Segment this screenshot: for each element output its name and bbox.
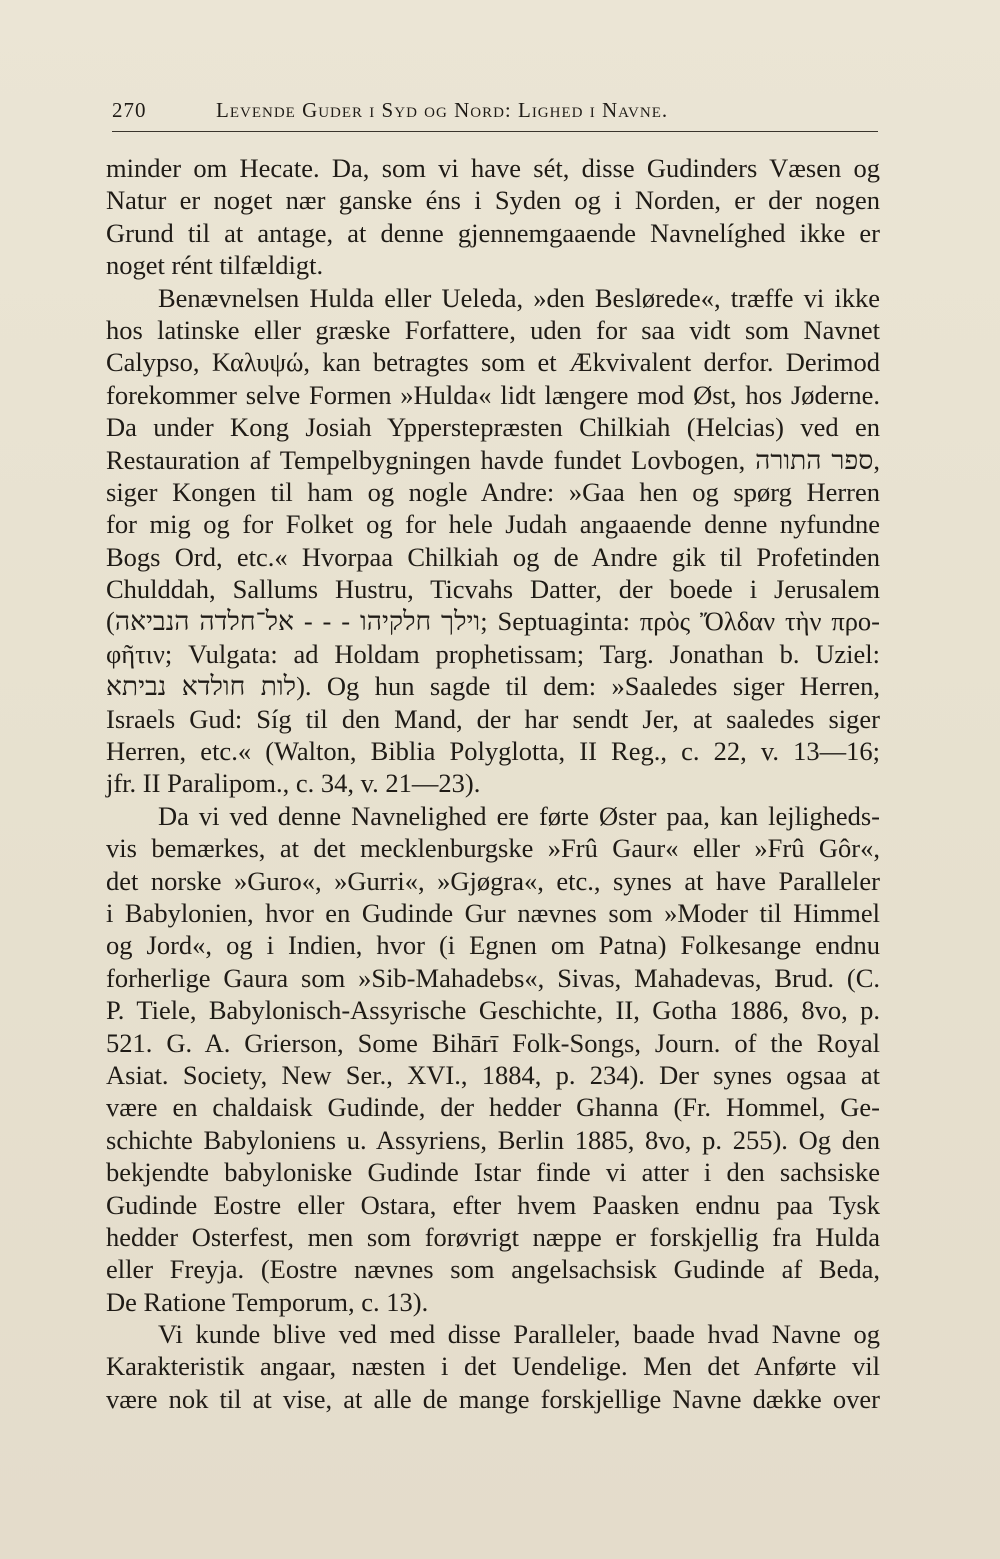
text-line: Benævnelsen Hulda eller Ueleda, »den Beslørede«, træffe vi ikke xyxy=(158,282,880,313)
header-rule xyxy=(112,131,878,132)
text-line: hos latinske eller græske Forfattere, uden for saa vidt som Navnet xyxy=(106,314,880,345)
text-line: schichte Babyloniens u. Assyriens, Berlin 1885, 8vo, p. 255). Og den xyxy=(106,1124,880,1155)
text-line: Herren, etc.« (Walton, Biblia Polyglotta, II Reg., c. 22, v. 13—16; xyxy=(106,736,880,767)
text-line: Chulddah, Sallums Hustru, Ticvahs Datter, der boede i Jerusalem xyxy=(106,574,880,605)
page-number: 270 xyxy=(112,98,147,122)
text-line: Grund til at antage, at denne gjennemgaaende Navnelíghed ikke er xyxy=(106,217,880,248)
text-line: Bogs Ord, etc.« Hvorpaa Chilkiah og de Andre gik til Profetinden xyxy=(106,541,880,572)
text-line: hedder Osterfest, men som forøvrigt næppe er forskjellig fra Hulda xyxy=(106,1221,880,1252)
text-line: siger Kongen til ham og nogle Andre: »Gaa hen og spørg Herren xyxy=(106,476,880,507)
text-line: P. Tiele, Babylonisch-Assyrische Geschichte, II, Gotha 1886, 8vo, p. xyxy=(106,995,880,1026)
text-line: לות חולדא נביתא). Og hun sagde til dem: »Saaledes siger Herren, xyxy=(106,671,880,702)
text-line: φῆτιν; Vulgata: ad Holdam prophetissam; Targ. Jonathan b. Uziel: xyxy=(106,638,880,669)
text-line: bekjendte babyloniske Gudinde Istar finde vi atter i den sachsiske xyxy=(106,1157,880,1188)
text-line: forekommer selve Formen »Hulda« lidt længere mod Øst, hos Jøderne. xyxy=(106,379,880,410)
text-line: eller Freyja. (Eostre nævnes som angelsachsisk Gudinde af Beda, xyxy=(106,1254,880,1285)
text-line: være en chaldaisk Gudinde, der hedder Ghanna (Fr. Hommel, Ge- xyxy=(106,1092,880,1123)
text-line: (וילך חלקיהו - - - אל־חלדה הנביאה; Septuaginta: πρὸς Ὄλδαν τὴν προ- xyxy=(106,606,880,637)
text-line: Da vi ved denne Navnelighed ere førte Øster paa, kan lejligheds- xyxy=(158,800,880,831)
text-line: noget rént tilfældigt. xyxy=(106,250,324,281)
text-line: for mig og for Folket og for hele Judah angaaende denne nyfundne xyxy=(106,509,880,540)
text-line: jfr. II Paralipom., c. 34, v. 21—23). xyxy=(106,768,481,799)
text-line: Gudinde Eostre eller Ostara, efter hvem Paasken endnu paa Tysk xyxy=(106,1189,880,1220)
running-title: Levende Guder i Syd og Nord: Lighed i Navne. xyxy=(216,98,669,122)
text-line: minder om Hecate. Da, som vi have sét, disse Gudinders Væsen og xyxy=(106,153,880,183)
text-line: Natur er noget nær ganske éns i Syden og i Norden, er der nogen xyxy=(106,185,880,216)
text-line: Karakteristik angaar, næsten i det Uendelige. Men det Anførte vil xyxy=(106,1351,880,1382)
text-line: Israels Gud: Síg til den Mand, der har sendt Jer, at saaledes siger xyxy=(106,703,880,734)
text-line: forherlige Gaura som »Sib-Mahadebs«, Sivas, Mahadevas, Brud. (C. xyxy=(106,962,880,993)
text-line: vis bemærkes, at det mecklenburgske »Frû Gaur« eller »Frû Gôr«, xyxy=(106,833,880,864)
text-line: De Ratione Temporum, c. 13). xyxy=(106,1286,429,1317)
body-text xyxy=(106,152,880,1415)
text-line: være nok til at vise, at alle de mange forskjellige Navne dække over xyxy=(106,1383,880,1414)
text-line: og Jord«, og i Indien, hvor (i Egnen om Patna) Folkesange endnu xyxy=(106,930,880,961)
text-line: Da under Kong Josiah Ypperstepræsten Chilkiah (Helcias) ved en xyxy=(106,412,880,443)
text-line: Asiat. Society, New Ser., XVI., 1884, p. 234). Der synes ogsaa at xyxy=(106,1059,880,1090)
text-line: i Babylonien, hvor en Gudinde Gur nævnes som »Moder til Himmel xyxy=(106,897,880,928)
running-head xyxy=(112,98,878,128)
text-line: 521. G. A. Grierson, Some Bihārī Folk-Songs, Journ. of the Royal xyxy=(106,1027,880,1058)
text-line: Restauration af Tempelbygningen havde fundet Lovbogen, ספר התורה, xyxy=(106,444,880,475)
text-line: Calypso, Καλυψώ, kan betragtes som et Ækvivalent derfor. Derimod xyxy=(106,347,880,378)
text-line: Vi kunde blive ved med disse Paralleler, baade hvad Navne og xyxy=(158,1319,880,1350)
text-line: det norske »Guro«, »Gurri«, »Gjøgra«, etc., synes at have Paralleler xyxy=(106,865,880,896)
